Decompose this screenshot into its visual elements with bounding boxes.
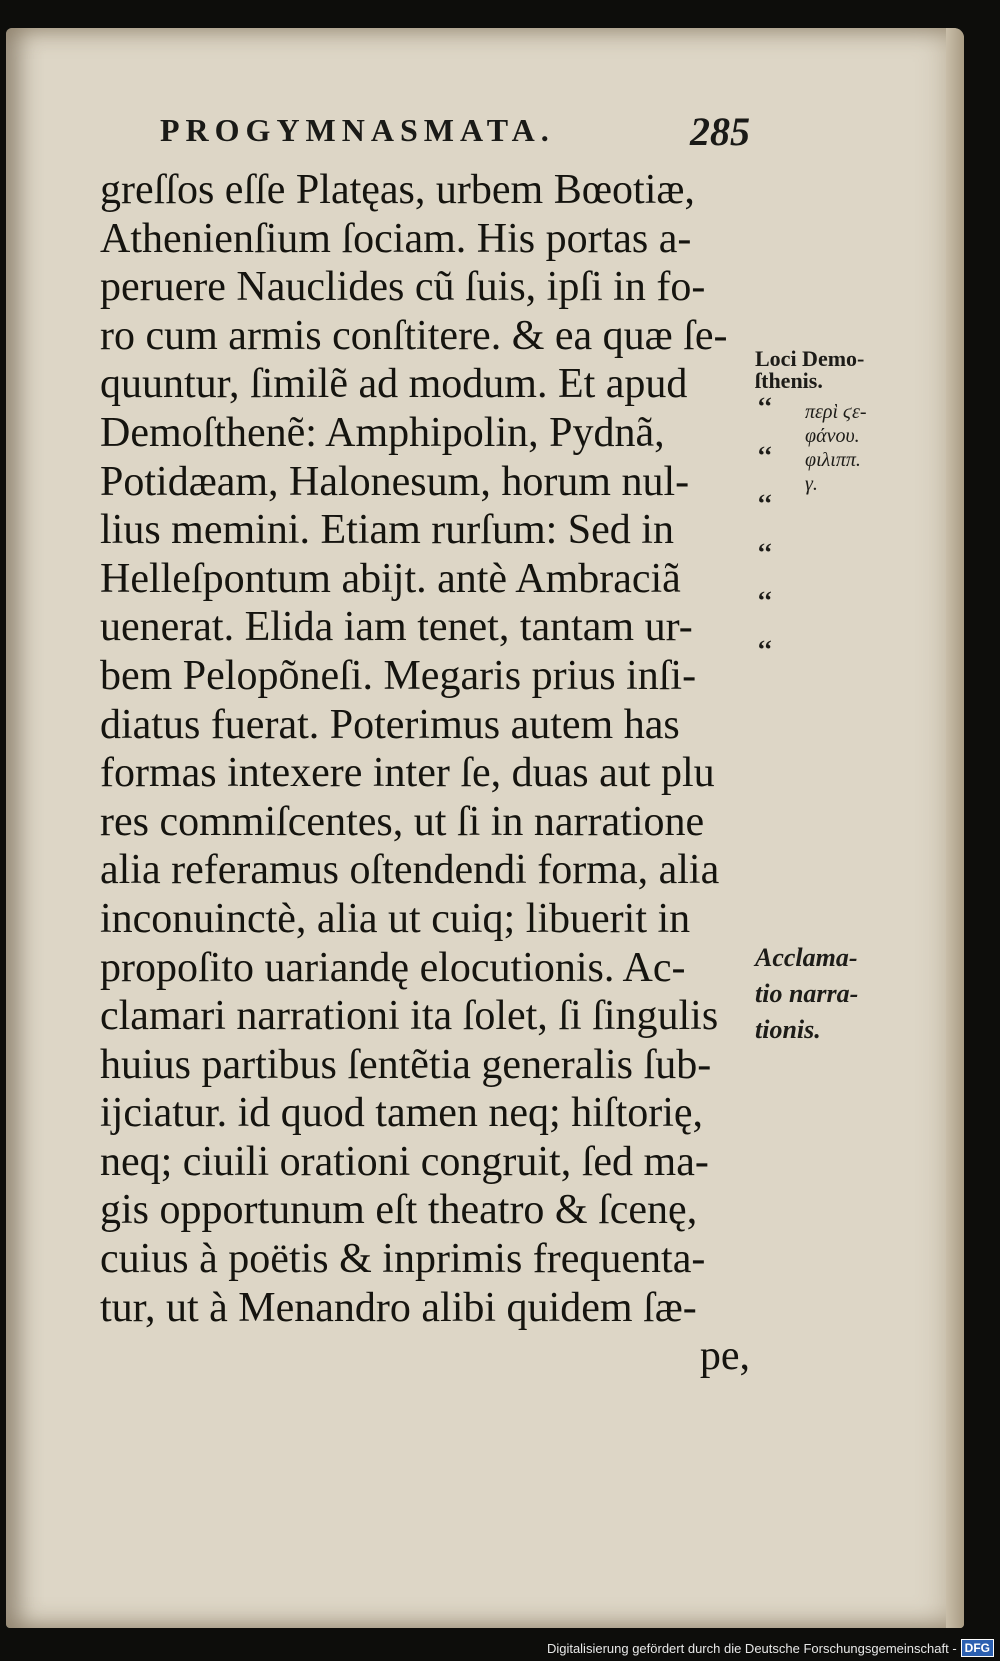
running-head: PROGYMNASMATA. <box>160 112 555 148</box>
text-line: ijciatur. id quod tamen neq; hiſtorię, <box>100 1090 704 1137</box>
text-line: huius partibus ſentẽtia generalis ſub- <box>100 1041 712 1088</box>
margin-note-greek <box>805 400 955 496</box>
text-line: uenerat. Elida iam tenet, tantam ur- <box>100 604 693 651</box>
text-line: Helleſpontum abijt. antè Ambraciã <box>100 555 681 602</box>
text-line: ro cum armis conſtitere. & ea quæ ſe- <box>100 312 728 359</box>
quote-marks-column <box>757 392 797 684</box>
page-edge <box>946 28 964 1628</box>
text-line: res commiſcentes, ut ſi in narratione <box>100 798 705 845</box>
text-line: peruere Nauclides cũ ſuis, ipſi in fo- <box>100 264 706 311</box>
text-line: alia referamus oſtendendi forma, alia <box>100 847 720 894</box>
margin-note-line: Acclama- <box>755 943 858 972</box>
margin-note-line: tionis. <box>755 1015 821 1044</box>
text-line: tur, ut à Menandro alibi quidem ſæ- <box>100 1284 697 1331</box>
digitization-footer <box>547 1637 994 1659</box>
page-header <box>160 109 750 154</box>
text-line: quuntur, ſimilẽ ad modum. Et apud <box>100 361 688 408</box>
text-line: Athenienſium ſociam. His portas a- <box>100 215 692 262</box>
quote-mark: ‘‘ <box>757 489 773 519</box>
margin-note-line: φιλιππ. <box>805 449 861 471</box>
margin-note-loci <box>755 348 905 392</box>
catchword: pe, <box>699 1333 750 1380</box>
quote-mark: ‘‘ <box>757 634 773 664</box>
quote-mark: ‘‘ <box>757 586 773 616</box>
margin-note-line: tio narra- <box>755 979 859 1008</box>
footer-credit: Digitalisierung gefördert durch die Deutsche Forschungsgemeinschaft - <box>546 1640 957 1656</box>
text-line: inconuinctè, alia ut cuiq; libuerit in <box>100 895 691 942</box>
text-line: cuius à poëtis & inprimis frequenta- <box>100 1236 706 1283</box>
dfg-logo: DFG <box>961 1639 994 1657</box>
text-line: Potidæam, Halonesum, horum nul- <box>100 458 690 505</box>
text-line: Demoſthenẽ: Amphipolin, Pydnã, <box>100 409 665 456</box>
quote-mark: ‘‘ <box>757 392 773 421</box>
margin-note-line: περὶ ϛε- <box>805 401 867 423</box>
text-line: lius memini. Etiam rurſum: Sed in <box>100 507 674 554</box>
page-number: 285 <box>690 109 750 154</box>
main-text-block <box>100 166 750 1381</box>
text-line: propoſito uariandę elocutionis. Ac- <box>100 944 686 991</box>
margin-note-line: Loci Demo- <box>755 346 865 371</box>
margin-note-line: ſthenis. <box>755 368 823 393</box>
text-line: formas intexere inter ſe, duas aut plu <box>100 750 715 797</box>
text-line: diatus fuerat. Poterimus autem has <box>100 701 680 748</box>
margin-note-acclamatio <box>755 940 905 1048</box>
text-line: bem Pelopõneſi. Megaris prius inſi- <box>100 652 697 699</box>
text-line: gis opportunum eſt theatro & ſcenę, <box>100 1187 698 1234</box>
margin-note-line: γ. <box>805 473 818 495</box>
text-line: neq; ciuili orationi congruit, ſed ma- <box>100 1138 709 1185</box>
quote-mark: ‘‘ <box>757 537 773 567</box>
margin-note-line: φάνου. <box>805 425 860 447</box>
quote-mark: ‘‘ <box>757 440 773 470</box>
text-line: greſſos eſſe Platęas, urbem Bœotiæ, <box>100 167 695 213</box>
text-line: clamari narrationi ita ſolet, ſi ſingulis <box>100 993 719 1040</box>
